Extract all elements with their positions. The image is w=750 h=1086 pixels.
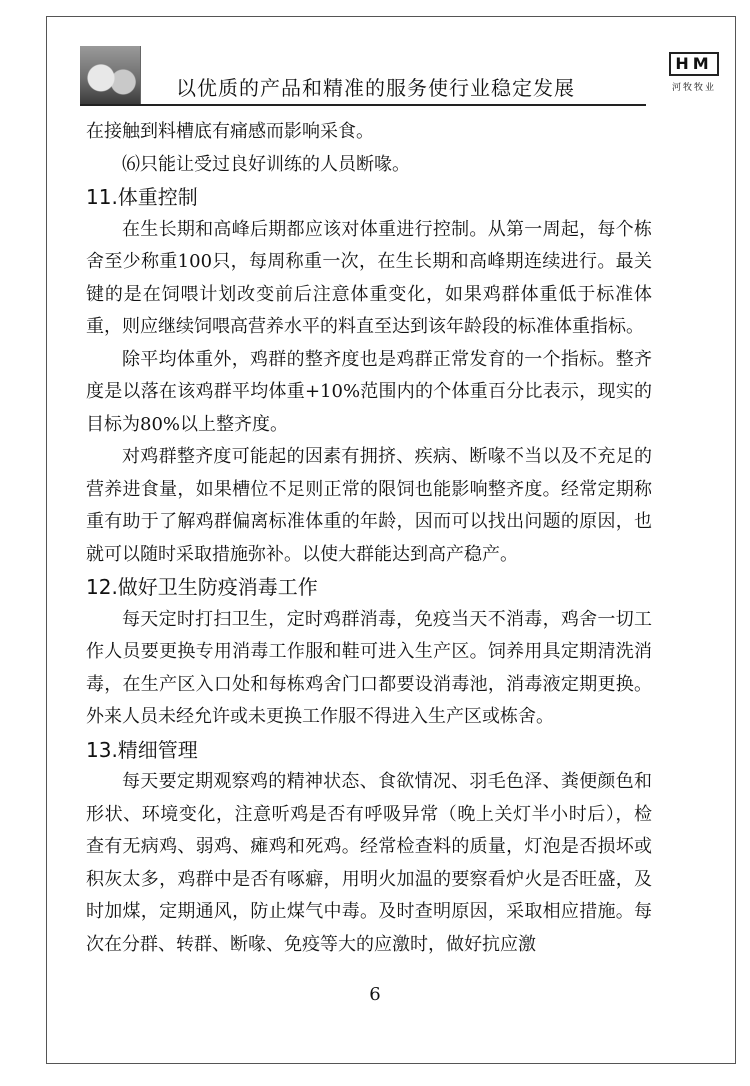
paragraph: 在接触到料槽底有痛感而影响采食。 xyxy=(86,121,374,142)
chicks-photo xyxy=(80,46,141,104)
paragraph: 每天要定期观察鸡的精神状态、食欲情况、羽毛色泽、粪便颜色和形状、环境变化，注意听鸡是否有呼吸异常（晚上关灯半小时后），检查有无病鸡、弱鸡、瘫鸡和死鸡。经常检查料的质量，灯泡是否损坏或积灰太多，鸡群中是否有啄癖，用明火加温的要察看炉火是否旺盛，及时加煤，定期通风，防止煤气中毒。及时查明原因，采取相应措施。每次在分群、转群、断喙、免疫等大的应激时，做好抗应激 xyxy=(86,771,652,955)
header-title: 以优质的产品和精准的服务使行业稳定发展 xyxy=(176,76,575,100)
company-logo xyxy=(666,52,722,100)
page-header xyxy=(80,46,716,104)
paragraph: 在生长期和高峰后期都应该对体重进行控制。从第一周起，每个栋舍至少称重100只，每周称重一次，在生长期和高峰期连续进行。最关键的是在饲喂计划改变前后注意体重变化，如果鸡群体重低于标准体重，则应继续饲喂高营养水平的料直至达到该年龄段的标准体重指标。 xyxy=(86,218,652,337)
page-number: 6 xyxy=(369,984,381,1005)
paragraph: 除平均体重外，鸡群的整齐度也是鸡群正常发育的一个指标。整齐度是以落在该鸡群平均体重+10%范围内的个体重百分比表示，现实的目标为80%以上整齐度。 xyxy=(86,348,652,435)
paragraph: ⑹只能让受过良好训练的人员断喙。 xyxy=(122,153,410,175)
paragraph: 对鸡群整齐度可能起的因素有拥挤、疾病、断喙不当以及不充足的营养进食量，如果槽位不足则正常的限饲也能影响整齐度。经常定期称重有助于了解鸡群偏离标准体重的年龄，因而可以找出问题的原因，也就可以随时采取措施弥补。以使大群能达到高产稳产。 xyxy=(86,446,652,565)
paragraph: 每天定时打扫卫生，定时鸡群消毒，免疫当天不消毒，鸡舍一切工作人员要更换专用消毒工作服和鞋可进入生产区。饲养用具定期清洗消毒，在生产区入口处和每栋鸡舍门口都要设消毒池，消毒液定期更换。外来人员未经允许或未更换工作服不得进入生产区或栋舍。 xyxy=(86,608,652,727)
logo-mark: HM xyxy=(669,52,719,76)
section-heading: 11.体重控制 xyxy=(86,185,198,209)
header-rule xyxy=(80,104,646,106)
logo-subtitle: 河牧牧业 xyxy=(671,83,716,93)
section-heading: 12.做好卫生防疫消毒工作 xyxy=(86,575,318,599)
section-heading: 13.精细管理 xyxy=(86,737,198,762)
body-text xyxy=(86,116,652,961)
